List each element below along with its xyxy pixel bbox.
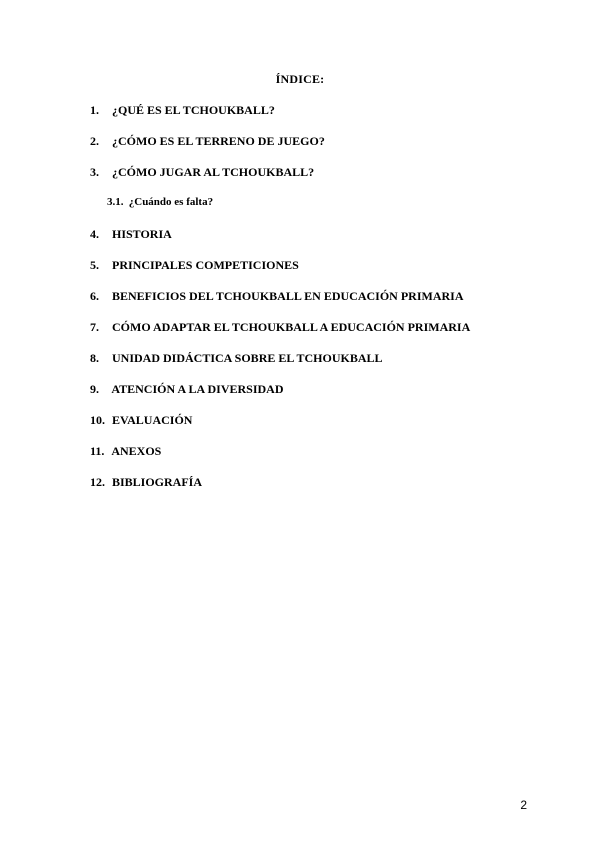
toc-item-label: CÓMO ADAPTAR EL TCHOUKBALL A EDUCACIÓN PRIMARIA <box>112 320 471 334</box>
toc-item-number: 9. <box>90 382 99 396</box>
page-number: 2 <box>520 798 527 812</box>
toc-item-11 <box>90 444 470 475</box>
toc-item-2 <box>90 134 470 165</box>
toc-item-number: 4. <box>90 227 99 241</box>
toc-item-label: BENEFICIOS DEL TCHOUKBALL EN EDUCACIÓN PRIMARIA <box>112 289 464 303</box>
toc-item-label: ANEXOS <box>111 444 162 458</box>
toc-item-number: 7. <box>90 320 99 334</box>
toc-item-3 <box>90 165 470 196</box>
toc-item-6 <box>90 289 470 320</box>
toc-item-label: ¿CÓMO JUGAR AL TCHOUKBALL? <box>112 165 315 179</box>
toc-item-label: EVALUACIÓN <box>112 413 193 427</box>
toc-item-number: 8. <box>90 351 99 365</box>
toc-item-9 <box>90 382 470 413</box>
toc-item-number: 3.1. <box>107 196 124 208</box>
toc-item-label: ATENCIÓN A LA DIVERSIDAD <box>111 382 284 396</box>
toc-item-7 <box>90 320 470 351</box>
toc-item-number: 1. <box>90 103 99 117</box>
toc-item-1 <box>90 103 470 134</box>
toc-item-4 <box>90 227 470 258</box>
toc-item-label: PRINCIPALES COMPETICIONES <box>112 258 299 272</box>
toc-item-label: HISTORIA <box>112 227 172 241</box>
toc-item-label: UNIDAD DIDÁCTICA SOBRE EL TCHOUKBALL <box>112 351 383 365</box>
toc-item-8 <box>90 351 470 382</box>
toc-item-number: 11. <box>90 444 105 458</box>
toc-item-label: ¿CÓMO ES EL TERRENO DE JUEGO? <box>112 134 325 148</box>
toc-item-label: ¿Cuándo es falta? <box>128 196 214 208</box>
toc-item-number: 10. <box>90 413 105 427</box>
toc-item-number: 5. <box>90 258 99 272</box>
toc-subitem-3-1 <box>90 196 470 227</box>
toc-item-number: 3. <box>90 165 99 179</box>
toc-item-number: 6. <box>90 289 99 303</box>
index-title: ÍNDICE: <box>275 72 325 86</box>
toc-item-10 <box>90 413 470 444</box>
toc-item-label: ¿QUÉ ES EL TCHOUKBALL? <box>112 103 275 117</box>
toc-item-number: 12. <box>90 475 105 489</box>
toc-item-5 <box>90 258 470 289</box>
toc-item-number: 2. <box>90 134 99 148</box>
toc-item-label: BIBLIOGRAFÍA <box>112 475 203 489</box>
toc-item-12 <box>90 475 470 506</box>
table-of-contents <box>90 103 470 506</box>
